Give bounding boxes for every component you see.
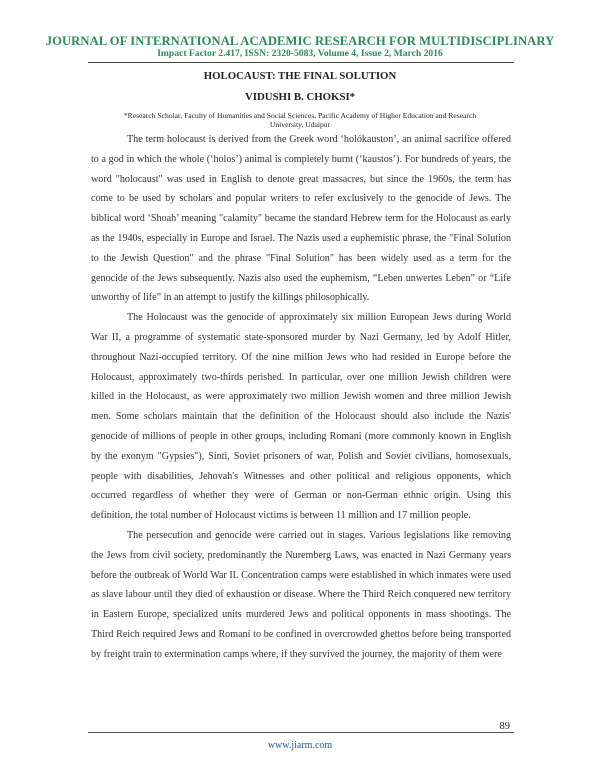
body-paragraph: The persecution and genocide were carried out in stages. Various legislations like removing the Jews from civil society, predominantly the Nuremberg Laws, was enacted in Nazi Germany years before the outbreak of World War II. Concentration camps were established in which inmates were used as slave labour until they died of exhaustion or disease. Where the Third Reich conquered new territory in Eastern Europe, specialized units murdered Jews and political opponents in mass shootings. The Third Reich required Jews and Romani to be confined in overcrowded ghettos before being transported by freight train to extermination camps where, if they survived the journey, the majority of them were [91,529,511,660]
journal-info: Impact Factor 2.417, ISSN: 2320-5083, Volume 4, Issue 2, March 2016 [157,48,443,59]
article-title: HOLOCAUST: THE FINAL SOLUTION [203,70,397,82]
body-paragraph: The term holocaust is derived from the Greek word ‘holókauston’, an animal sacrifice offered to a god in which the whole (‘holos’) animal is completely burnt (‘kaustos’). For hundreds of years, the word "holocaust" was used in English to denote great massacres, but since the 1960s, the term has come to be used by scholars and popular writers to refer exclusively to the genocide of Jews. The biblical word ‘Shoah’ meaning "calamity" became the standard Hebrew term for the Holocaust as early as the 1940s, especially in Europe and Israel. The Nazis used a euphemistic phrase, the "Final Solution to the Jewish Question" and the phrase "Final Solution" has been widely used as a term for the genocide of the Jews subsequently. Nazis also used the euphemism, “Leben unwertes Leben” or “Life unworthy of life” in an attempt to justify the killings philosophically. [91,134,511,304]
author-affiliation: *Research Scholar, Faculty of Humanities and Social Sciences, Pacific Academy of Higher Education and Research University, Udaipur [123,111,477,129]
body-paragraph: The Holocaust was the genocide of approximately six million European Jews during World War II, a programme of systematic state-sponsored murder by Nazi Germany, led by Adolf Hitler, throughout Nazi-occupied territory. Of the nine million Jews who had resided in Europe before the Holocaust, approximately two-thirds perished. In particular, over one million Jewish children were killed in the Holocaust, as were approximately two million Jewish women and three million Jewish men. Some scholars maintain that the definition of the Holocaust should also include the Nazis' genocide of millions of people in other groups, including Romani (more commonly known in English by the exonym "Gypsies"), Sinti, Soviet prisoners of war, Polish and Soviet civilians, homosexuals, people with disabilities, Jehovah's Witnesses and other political and religious opponents, which occurred regardless of whether they were of German or non-German ethnic origin. Using this definition, the total number of Holocaust victims is between 11 million and 17 million people. [91,312,511,522]
footer-divider [88,732,514,733]
page-number: 89 [499,721,510,732]
journal-title: JOURNAL OF INTERNATIONAL ACADEMIC RESEARCH FOR MULTIDISCIPLINARY [45,34,555,48]
header-divider [88,62,514,63]
article-author: VIDUSHI B. CHOKSI* [244,91,356,103]
footer-url-link[interactable]: www.jiarm.com [267,740,333,751]
article-body [91,130,511,665]
